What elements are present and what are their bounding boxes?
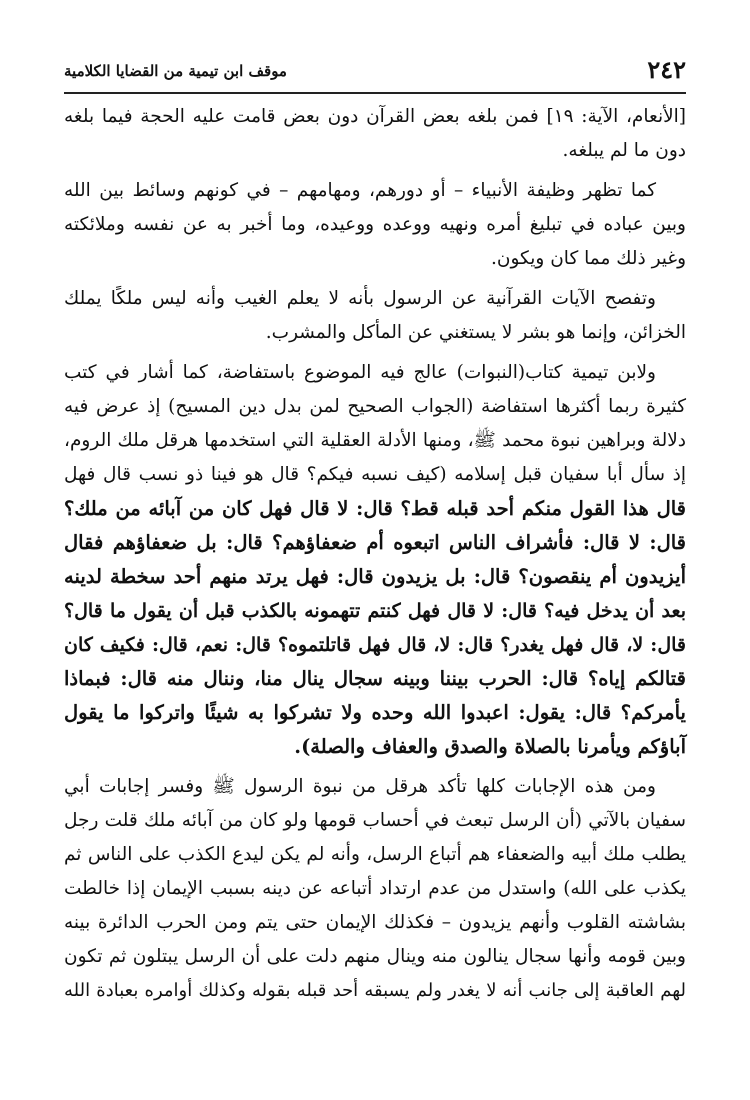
text-line: ومن هذه الإجابات كلها تأكد هرقل من نبوة الرسول ﷺ وفسر إجابات أبي [64,776,656,797]
text-line: وبين عباده في تبليغ أمره ونهيه ووعده ووعيده، وما أخبر به عن نفسه وملائكته [64,214,686,235]
text-line: بعد أن يدخل فيه؟ قال: لا قال فهل كنتم تتهمونه بالكذب قبل أن يقول ما قال؟ [64,600,686,622]
text-line: آباؤكم ويأمرنا بالصلاة والصدق والعفاف والصلة). [294,735,686,758]
paragraph [64,174,686,276]
text-line: سفيان بالآتي (أن الرسل تبعث في أحساب قومها ولو كان من آبائه ملك قلت رجل [64,810,686,831]
text-line: قتالكم إياه؟ قال: الحرب بيننا وبينه سجال ينال منا، وننال منه قال: فبماذا [64,667,686,690]
text-line: قال: لا، قال فهل يغدر؟ قال: لا، قال فهل قاتلتموه؟ قال: نعم، قال: فكيف كان [64,634,686,656]
text-line: إذ سأل أبا سفيان قبل إسلامه (كيف نسبه فيكم؟ قال هو فينا ذو نسب قال فهل [64,464,686,485]
text-line: لهم العاقبة إلى جانب أنه لا يغدر ولم يسبقه أحد قبله بقوله وكذلك أوامره بعبادة الله [64,980,686,1001]
page-number: ٢٤٢ [647,55,686,84]
text-line: قال: لا قال: فأشراف الناس اتبعوه أم ضعفاؤهم؟ قال: بل ضعفاؤهم فقال [64,531,686,554]
text-line: الخزائن، وإنما هو بشر لا يستغني عن المأكل والمشرب. [265,322,686,343]
header-rule [64,92,686,94]
text-line: يأمركم؟ قال: يقول: اعبدوا الله وحده ولا تشركوا به شيئًا واتركوا ما يقول [64,701,686,724]
text-line: يكذب على الله) واستدل من عدم ارتداد أتباعه عن دينه بسبب الإيمان إذا خالطت [64,878,686,899]
text-line: ولابن تيمية كتاب(النبوات) عالج فيه الموضوع باستفاضة، كما أشار في كتب [64,362,656,383]
text-line: دلالة وبراهين نبوة محمد ﷺ، ومنها الأدلة العقلية التي استخدمها هرقل ملك الروم، [64,430,686,451]
text-line: بشاشته القلوب وأنهم يزيدون – فكذلك الإيمان حتى يتم ومن الحرب الدائرة بينه [64,912,686,933]
text-line: دون ما لم يبلغه. [562,140,686,161]
paragraph [64,770,686,1008]
text-line: كثيرة ربما أكثرها استفاضة (الجواب الصحيح لمن بدل دين المسيح) إذ عرض فيه [64,396,686,417]
text-line: كما تظهر وظيفة الأنبياء – أو دورهم، ومهامهم – في كونهم وسائط بين الله [64,180,656,201]
page-header [64,54,686,88]
text-line: يطلب ملك أبيه والضعفاء هم أتباع الرسل، وأنه لم يكن ليدع الكذب على الناس ثم [64,844,686,865]
page-body [64,100,686,1008]
text-line: قال هذا القول منكم أحد قبله قط؟ قال: لا قال فهل كان من آبائه من ملك؟ [64,497,686,520]
paragraph [64,356,686,764]
text-line: وبين قومه وأنها سجال ينالون منه وينال منهم دلت على أن الرسل يبتلون ثم تكون [64,946,686,967]
text-line: وغير ذلك مما كان ويكون. [491,248,686,269]
paragraph [64,282,686,350]
text-line: وتفصح الآيات القرآنية عن الرسول بأنه لا يعلم الغيب وأنه ليس ملكًا يملك [64,288,656,309]
text-line: [الأنعام، الآية: ١٩] فمن بلغه بعض القرآن دون بعض قامت عليه الحجة فيما بلغه [64,106,687,127]
paragraph [64,100,686,168]
text-line: أيزيدون أم ينقصون؟ قال: بل يزيدون قال: فهل يرتد منهم أحد سخطة لدينه [64,565,686,588]
running-title: موقف ابن تيمية من القضايا الكلامية [64,62,287,80]
